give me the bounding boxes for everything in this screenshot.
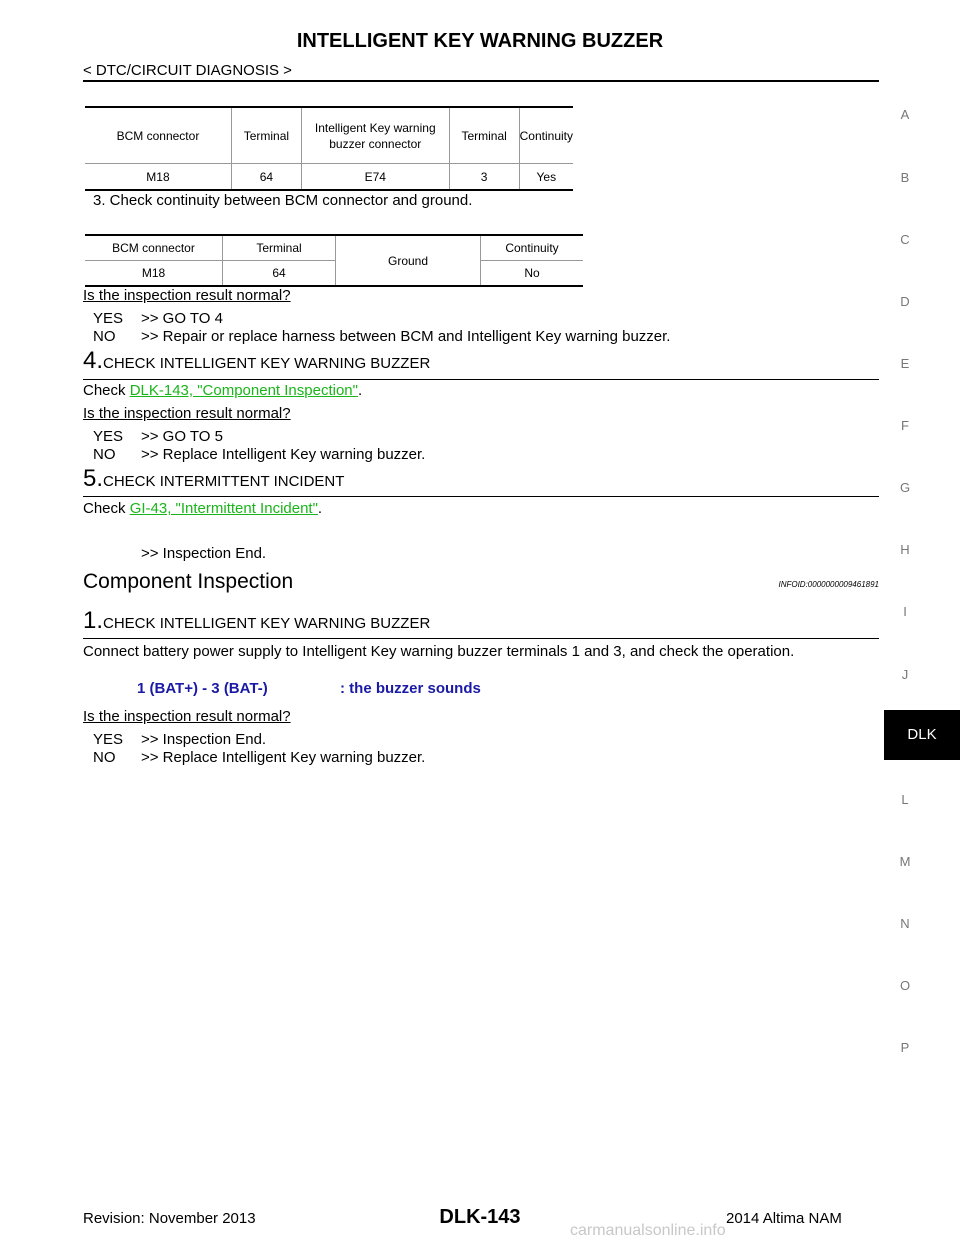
table-cell: 3 [449, 164, 519, 191]
answer-value: >> GO TO 4 [141, 310, 223, 327]
inspection-question: Is the inspection result normal? [83, 405, 291, 422]
answer-key: NO [93, 446, 116, 463]
table-header-row [85, 107, 573, 164]
answer-value: >> GO TO 5 [141, 428, 223, 445]
model-label: 2014 Altima NAM [726, 1210, 842, 1227]
side-index-l[interactable]: L [901, 792, 909, 807]
answer-key: NO [93, 328, 116, 345]
spec-condition: 1 (BAT+) - 3 (BAT-) [137, 680, 268, 697]
side-index-j[interactable]: J [901, 667, 909, 682]
answer-yes [93, 428, 223, 445]
step-number: 4. [83, 347, 104, 374]
spec-result: : the buzzer sounds [340, 680, 481, 697]
step-5-check [83, 500, 322, 517]
component-instruction: Connect battery power supply to Intelligent Key warning buzzer terminals 1 and 3, and check the operation. [83, 643, 795, 660]
table-header-cell: BCM connector [85, 107, 231, 164]
revision-date: Revision: November 2013 [83, 1210, 256, 1227]
table-header-cell: BCM connector [85, 235, 223, 261]
answer-key: YES [93, 731, 124, 748]
table-cell: M18 [85, 261, 223, 287]
inspection-question: Is the inspection result normal? [83, 287, 291, 304]
answer-yes [93, 310, 223, 327]
check-suffix: . [357, 382, 363, 399]
side-index-b[interactable]: B [900, 170, 910, 185]
step-title: CHECK INTELLIGENT KEY WARNING BUZZER [103, 355, 431, 372]
answer-no [93, 749, 425, 766]
table-cell: Yes [536, 169, 557, 184]
page-number: DLK-143 [439, 1206, 521, 1228]
component-inspection-heading: Component Inspection [83, 570, 294, 593]
info-id: INFOID:0000000009461891 [778, 580, 879, 589]
side-index-f[interactable]: F [901, 418, 909, 433]
intermittent-incident-link[interactable]: GI-43, "Intermittent Incident" [129, 500, 318, 517]
table-cell: E74 [301, 164, 449, 191]
answer-key: YES [93, 428, 124, 445]
step-number: 1. [83, 607, 104, 634]
step-number: 5. [83, 465, 104, 492]
answer-no [93, 446, 425, 463]
table-header-cell: Intelligent Key warning buzzer connector [301, 107, 449, 164]
component-step-1-heading [83, 607, 430, 635]
table-header-row [85, 235, 583, 261]
answer-key: NO [93, 749, 116, 766]
answer-value: >> Repair or replace harness between BCM and Intelligent Key warning buzzer. [141, 328, 671, 345]
answer-value: >> Replace Intelligent Key warning buzzer. [141, 446, 426, 463]
table-cell: 64 [231, 164, 301, 191]
inspection-question: Is the inspection result normal? [83, 708, 291, 725]
table-header-cell: Continuity [481, 235, 584, 261]
side-index-e[interactable]: E [900, 356, 910, 371]
answer-no [93, 328, 670, 345]
component-inspection-link[interactable]: DLK-143, "Component Inspection" [129, 382, 358, 399]
table-row [85, 261, 583, 287]
answer-key: YES [93, 310, 124, 327]
watermark: carmanualsonline.info [570, 1222, 726, 1239]
continuity-table-bcm-ground [85, 234, 583, 287]
step-4-heading [83, 347, 430, 375]
table-header-cell: Ground [336, 235, 481, 286]
step-title: CHECK INTELLIGENT KEY WARNING BUZZER [103, 615, 431, 632]
side-index-a[interactable]: A [900, 107, 910, 122]
side-index-h[interactable]: H [900, 542, 910, 557]
table-row [85, 164, 573, 191]
check-prefix: Check [83, 382, 130, 399]
table-header-cell: Terminal [449, 107, 519, 164]
step-title: CHECK INTERMITTENT INCIDENT [103, 473, 345, 490]
side-index-m[interactable]: M [899, 854, 911, 869]
side-index-dlk-tab[interactable]: DLK [884, 710, 960, 760]
check-prefix: Check [83, 500, 130, 517]
side-index-p[interactable]: P [900, 1040, 910, 1055]
table-cell: No [524, 266, 540, 280]
table-cell: 64 [223, 261, 336, 287]
step-divider [83, 379, 879, 380]
inspection-end: >> Inspection End. [141, 545, 267, 562]
answer-value: >> Replace Intelligent Key warning buzzer. [141, 749, 426, 766]
step-4-check [83, 382, 362, 399]
step-5-heading [83, 465, 344, 493]
step-3-instruction: 3. Check continuity between BCM connector and ground. [93, 192, 473, 209]
check-suffix: . [317, 500, 323, 517]
section-breadcrumb: < DTC/CIRCUIT DIAGNOSIS > [83, 62, 292, 79]
answer-yes [93, 731, 266, 748]
step-divider [83, 638, 879, 639]
table-header-cell: Terminal [231, 107, 301, 164]
header-divider [83, 80, 879, 82]
side-index-d[interactable]: D [900, 294, 910, 309]
side-index-i[interactable]: I [903, 604, 907, 619]
table-cell: M18 [85, 164, 231, 191]
side-index-o[interactable]: O [899, 978, 911, 993]
answer-value: >> Inspection End. [141, 731, 267, 748]
table-header-cell: Terminal [223, 235, 336, 261]
page-title: INTELLIGENT KEY WARNING BUZZER [296, 30, 664, 52]
continuity-table-bcm-buzzer [85, 106, 573, 191]
step-divider [83, 496, 879, 497]
side-index-c[interactable]: C [900, 232, 910, 247]
side-index-g[interactable]: G [899, 480, 911, 495]
table-header-cell: Continuity [519, 107, 573, 164]
side-index-n[interactable]: N [900, 916, 910, 931]
